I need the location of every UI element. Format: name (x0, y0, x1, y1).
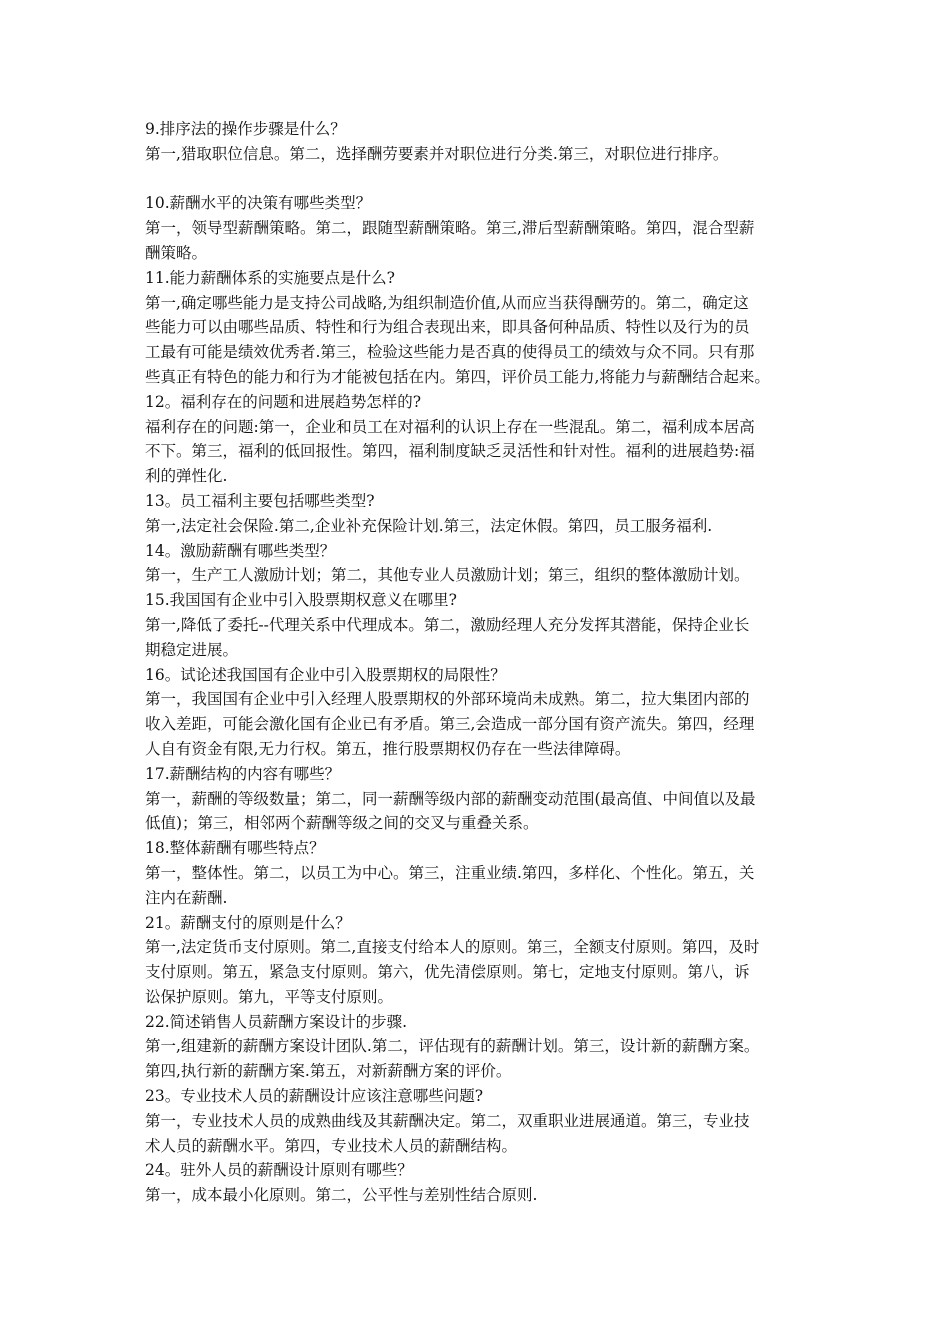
answer-18-line-1: 第一，整体性。第二，以员工为中心。第三，注重业绩.第四，多样化、个性化。第五，关 (145, 863, 755, 882)
question-14: 14。激励薪酬有哪些类型？ (145, 541, 336, 560)
answer-12-line-1: 福利存在的问题:第一，企业和员工在对福利的认识上存在一些混乱。第二，福利成本居高 (145, 417, 755, 436)
answer-21-line-1: 第一,法定货币支付原则。第二,直接支付给本人的原则。第三，全额支付原则。第四，及时 (145, 938, 760, 957)
answer-12-line-2: 不下。第三，福利的低回报性。第四，福利制度缺乏灵活性和针对性。福利的进展趋势:福 (145, 442, 755, 461)
answer-10-line-2: 酬策略。 (145, 243, 208, 262)
answer-18-line-2: 注内在薪酬. (145, 888, 228, 907)
answer-24-line-1: 第一，成本最小化原则。第二，公平性与差别性结合原则. (145, 1186, 538, 1205)
answer-23-line-2: 术人员的薪酬水平。第四，专业技术人员的薪酬结构。 (145, 1136, 518, 1155)
answer-13-line-1: 第一,法定社会保险.第二,企业补充保险计划.第三，法定休假。第四，员工服务福利. (145, 516, 713, 535)
answer-15-line-1: 第一,降低了委托--代理关系中代理成本。第二，激励经理人充分发挥其潜能，保持企业长 (145, 615, 750, 634)
question-22: 22.简述销售人员薪酬方案设计的步骤. (145, 1012, 408, 1031)
answer-11-line-1: 第一,确定哪些能力是支持公司战略,为组织制造价值,从而应当获得酬劳的。第二，确定这 (145, 293, 749, 312)
answer-21-line-2: 支付原则。第五，紧急支付原则。第六，优先清偿原则。第七，定地支付原则。第八，诉 (145, 963, 750, 982)
answer-22-line-1: 第一,组建新的薪酬方案设计团队.第二，评估现有的薪酬计划。第三，设计新的薪酬方案。 (145, 1037, 760, 1056)
question-23: 23。专业技术人员的薪酬设计应该注意哪些问题? (145, 1087, 484, 1106)
blank-line (145, 167, 810, 192)
answer-16-line-2: 收入差距，可能会激化国有企业已有矛盾。第三,会造成一部分国有资产流失。第四，经理 (145, 715, 755, 734)
question-16: 16。试论述我国国有企业中引入股票期权的局限性？ (145, 665, 506, 684)
answer-17-line-1: 第一，薪酬的等级数量；第二，同一薪酬等级内部的薪酬变动范围(最高值、中间值以及最 (145, 789, 756, 808)
answer-16-line-1: 第一，我国国有企业中引入经理人股票期权的外部环境尚未成熟。第二，拉大集团内部的 (145, 690, 750, 709)
question-24: 24。驻外人员的薪酬设计原则有哪些？ (145, 1161, 413, 1180)
question-15: 15.我国国有企业中引入股票期权意义在哪里? (145, 591, 457, 610)
answer-10-line-1: 第一，领导型薪酬策略。第二，跟随型薪酬策略。第三,滞后型薪酬策略。第四，混合型薪 (145, 219, 755, 238)
answer-11-line-2: 些能力可以由哪些品质、特性和行为组合表现出来，即具备何种品质、特性以及行为的员 (145, 318, 750, 337)
question-18: 18.整体薪酬有哪些特点？ (145, 839, 325, 858)
answer-17-line-2: 低值)；第三，相邻两个薪酬等级之间的交叉与重叠关系。 (145, 814, 539, 833)
question-13: 13。员工福利主要包括哪些类型? (145, 491, 375, 510)
answer-15-line-2: 期稳定进展。 (145, 640, 239, 659)
answer-16-line-3: 人自有资金有限,无力行权。第五，推行股票期权仍存在一些法律障碍。 (145, 739, 631, 758)
answer-12-line-3: 利的弹性化. (145, 467, 228, 486)
answer-11-line-4: 些真正有特色的能力和行为才能被包括在内。第四，评价员工能力,将能力与薪酬结合起来。 (145, 367, 770, 386)
question-9: 9.排序法的操作步骤是什么？ (145, 120, 346, 138)
answer-22-line-2: 第四,执行新的薪酬方案.第五，对新薪酬方案的评价。 (145, 1062, 512, 1081)
question-10: 10.薪酬水平的决策有哪些类型？ (145, 194, 372, 213)
question-17: 17.薪酬结构的内容有哪些？ (145, 764, 341, 783)
question-21: 21。薪酬支付的原则是什么？ (145, 913, 351, 932)
question-12: 12。福利存在的问题和进展趋势怎样的? (145, 392, 422, 411)
answer-11-line-3: 工最有可能是绩效优秀者.第三，检验这些能力是否真的使得员工的绩效与众不同。只有那 (145, 343, 755, 362)
answer-21-line-3: 讼保护原则。第九，平等支付原则。 (145, 987, 394, 1006)
question-11: 11.能力薪酬体系的实施要点是什么? (145, 268, 395, 287)
answer-9-line-1: 第一,猎取职位信息。第二，选择酬劳要素并对职位进行分类.第三，对职位进行排序。 (145, 144, 729, 163)
document-page (145, 117, 810, 1208)
answer-23-line-1: 第一，专业技术人员的成熟曲线及其薪酬决定。第二，双重职业进展通道。第三，专业技 (145, 1111, 750, 1130)
answer-14-line-1: 第一，生产工人激励计划；第二，其他专业人员激励计划；第三，组织的整体激励计划。 (145, 566, 750, 585)
